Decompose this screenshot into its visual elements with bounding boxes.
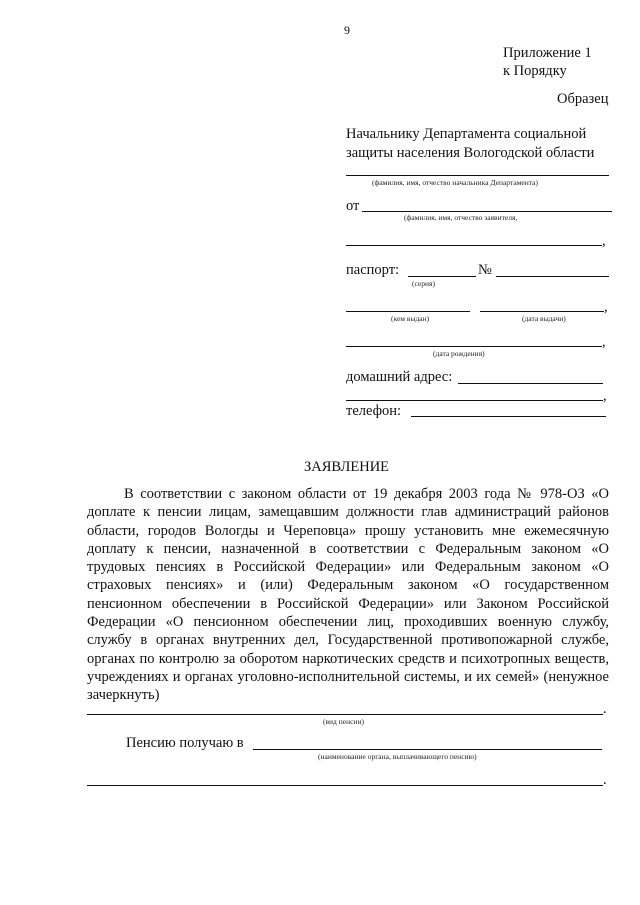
number-sign: №	[478, 262, 492, 278]
applicant-name-line-2[interactable]	[346, 245, 602, 246]
from-label: от	[346, 198, 360, 214]
passport-number-line[interactable]	[496, 276, 609, 277]
comma-2: ,	[604, 299, 608, 315]
series-caption: (серия)	[412, 279, 435, 288]
applicant-name-caption: (фамилия, имя, отчество заявителя,	[404, 213, 518, 222]
pension-body-line[interactable]	[253, 749, 602, 750]
pension-body-caption: (наименование органа, выплачивающего пенсию)	[318, 752, 477, 761]
issued-by-caption: (кем выдан)	[391, 314, 430, 323]
comma-4: ,	[603, 388, 607, 404]
passport-series-line[interactable]	[408, 276, 476, 277]
applicant-name-line[interactable]	[362, 211, 612, 212]
addressee-line-2: защиты населения Вологодской области	[346, 145, 595, 161]
pension-type-caption: (вид пенсии)	[323, 717, 364, 726]
document-title: ЗАЯВЛЕНИЕ	[304, 459, 390, 475]
appendix-line-1: Приложение 1	[503, 45, 592, 61]
period-1: .	[603, 701, 607, 717]
head-name-line[interactable]	[346, 175, 609, 176]
home-address-line-2[interactable]	[346, 400, 603, 401]
home-address-line[interactable]	[458, 383, 603, 384]
birth-date-line[interactable]	[346, 346, 602, 347]
comma-1: ,	[602, 233, 606, 249]
period-2: .	[603, 772, 607, 788]
head-name-caption: (фамилия, имя, отчество начальника Департамента)	[372, 178, 538, 187]
issue-date-caption: (дата выдачи)	[522, 314, 566, 323]
phone-line[interactable]	[411, 416, 606, 417]
phone-label: телефон:	[346, 403, 402, 419]
passport-label: паспорт:	[346, 262, 400, 278]
pension-body-line-2[interactable]	[87, 785, 603, 786]
addressee-line-1: Начальнику Департамента социальной	[346, 126, 587, 142]
home-address-label: домашний адрес:	[346, 369, 453, 385]
pension-type-line[interactable]	[87, 714, 603, 715]
issued-by-line[interactable]	[346, 311, 470, 312]
statement-body: В соответствии с законом области от 19 декабря 2003 года № 978-ОЗ «О доплате к пенсии лицам, замещавшим должности глав администраций районов области, городов Вологды и Череповца» прошу установить мне ежемесячную доплату к пенсии, назначенной в соответствии с Федеральным законом «О трудовых пенсиях в Российской Федерации» или Федеральным законом «О страховых пенсиях» и (или) Федеральным законом «О государственном пенсионном обеспечении в Российской Федерации» или Законом Российской Федерации «О пенсионном обеспечении лиц, проходивших военную службу, службу в органах внутренних дел, Государственной противопожарной службе, органах по контролю за оборотом наркотических средств и психотропных веществ, учреждениях и органах уголовно-исполнительной системы, и их семей» (ненужное зачеркнуть)	[87, 486, 609, 704]
comma-3: ,	[602, 334, 606, 350]
issue-date-line[interactable]	[480, 311, 604, 312]
appendix-line-2: к Порядку	[503, 63, 567, 79]
pension-received-label: Пенсию получаю в	[126, 735, 244, 751]
sample-label: Образец	[557, 91, 609, 107]
page-number: 9	[344, 23, 350, 37]
birth-date-caption: (дата рождения)	[433, 349, 485, 358]
